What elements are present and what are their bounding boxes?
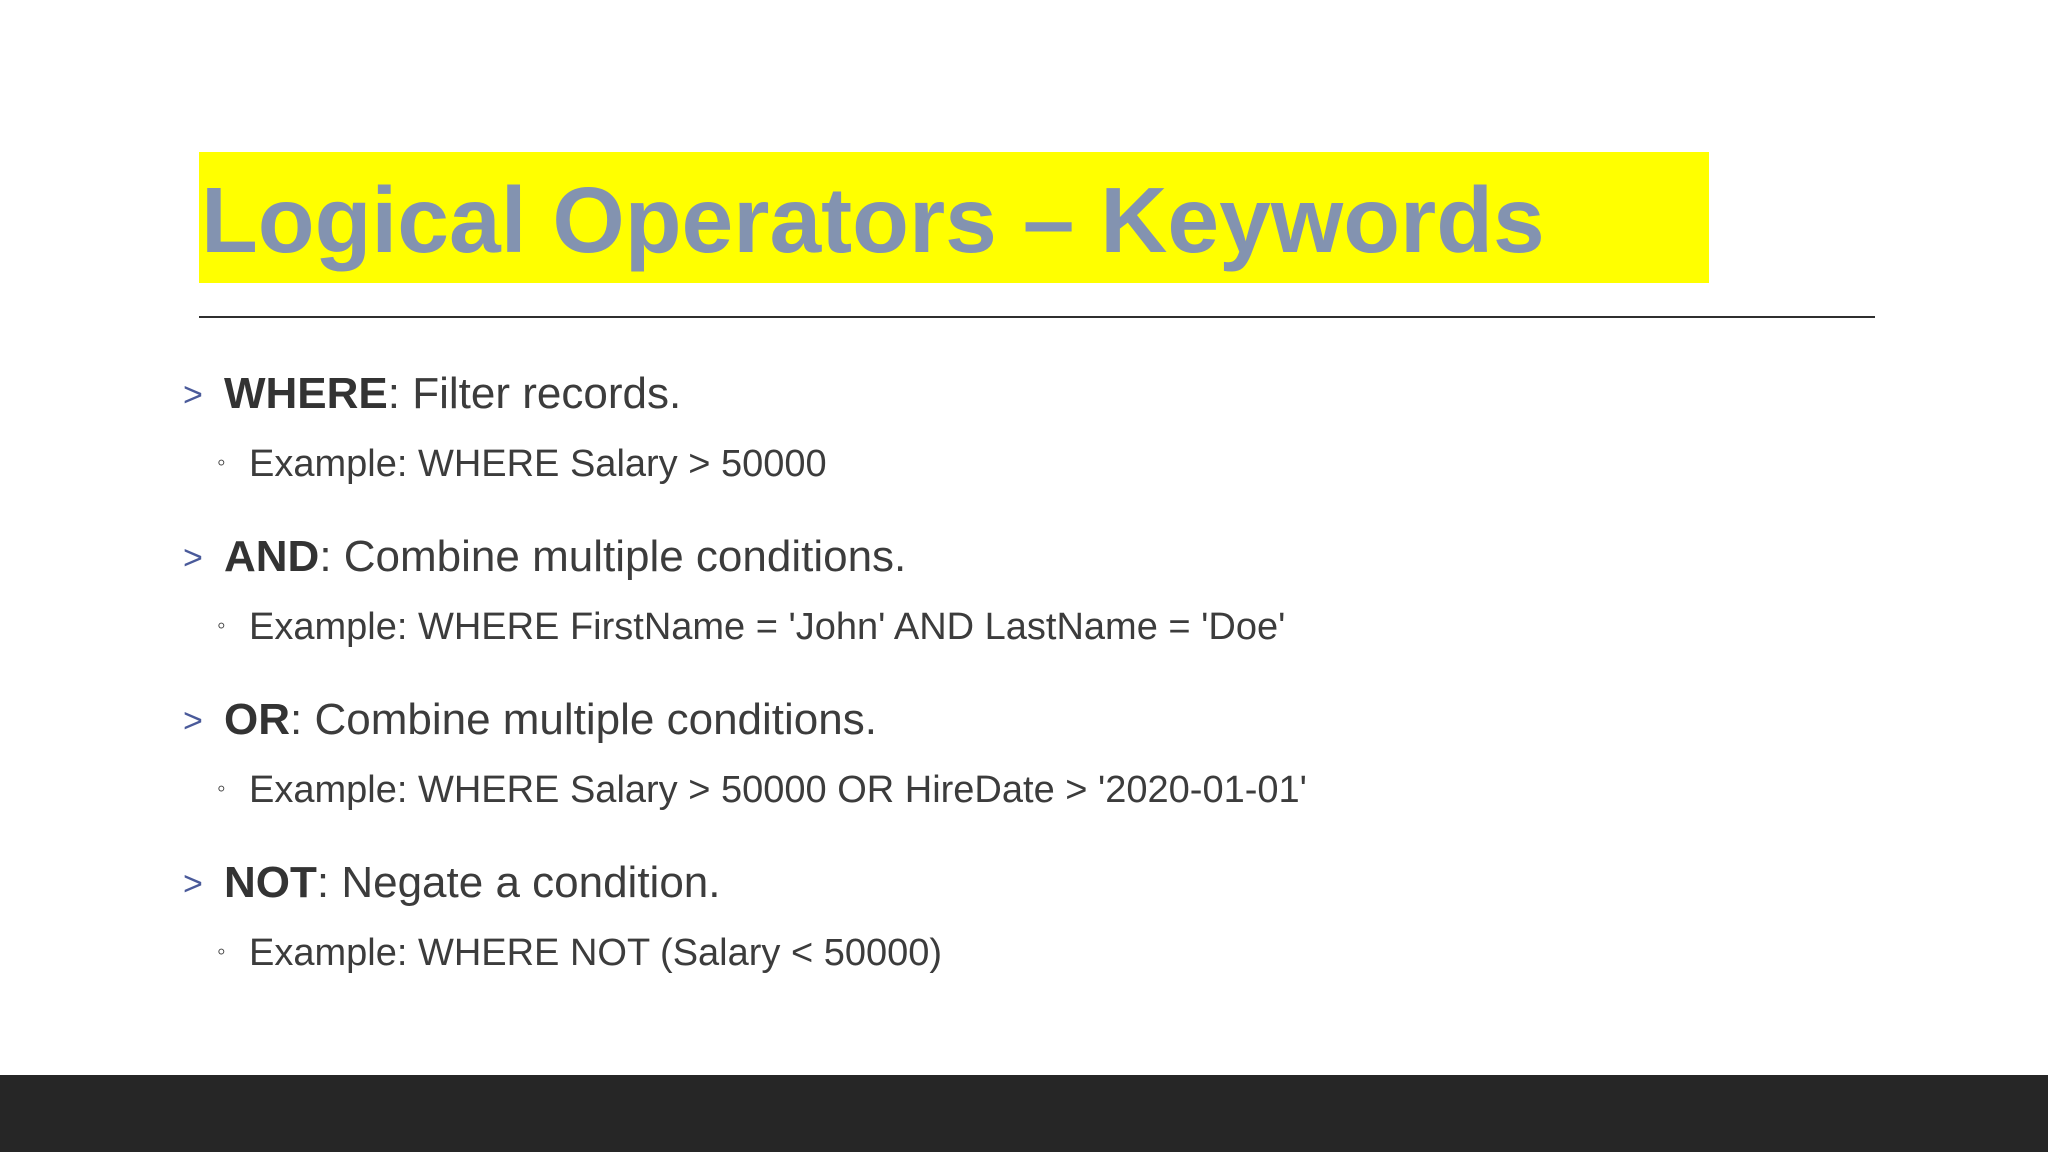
footer-bar [0, 1075, 2048, 1152]
bullet-where [183, 367, 681, 422]
bullet-description: : Filter records. [387, 369, 682, 418]
example-text: Example: WHERE FirstName = 'John' AND LastName = 'Doe' [249, 606, 1286, 648]
circle-bullet-icon: ◦ [217, 612, 226, 639]
bullet-description: : Negate a condition. [316, 858, 721, 907]
bullet-not [183, 856, 721, 911]
chevron-right-icon: > [183, 539, 203, 577]
keyword-not: NOT [224, 858, 317, 907]
example-or [217, 766, 1307, 813]
keyword-where: WHERE [224, 369, 388, 418]
bullet-description: : Combine multiple conditions. [319, 532, 907, 581]
bullet-and [183, 530, 906, 585]
example-and [217, 603, 1285, 650]
slide-title: Logical Operators – Keywords [201, 168, 1545, 272]
example-where [217, 440, 827, 487]
example-text: Example: WHERE NOT (Salary < 50000) [249, 932, 943, 974]
bullet-or [183, 693, 877, 748]
bullet-description: : Combine multiple conditions. [290, 695, 877, 744]
circle-bullet-icon: ◦ [217, 938, 226, 965]
example-text: Example: WHERE Salary > 50000 OR HireDate > '2020-01-01' [249, 769, 1307, 811]
keyword-or: OR [224, 695, 290, 744]
circle-bullet-icon: ◦ [217, 449, 226, 476]
chevron-right-icon: > [183, 376, 203, 414]
chevron-right-icon: > [183, 702, 203, 740]
circle-bullet-icon: ◦ [217, 775, 226, 802]
chevron-right-icon: > [183, 865, 203, 903]
example-not [217, 929, 942, 976]
example-text: Example: WHERE Salary > 50000 [249, 443, 827, 485]
keyword-and: AND [224, 532, 320, 581]
